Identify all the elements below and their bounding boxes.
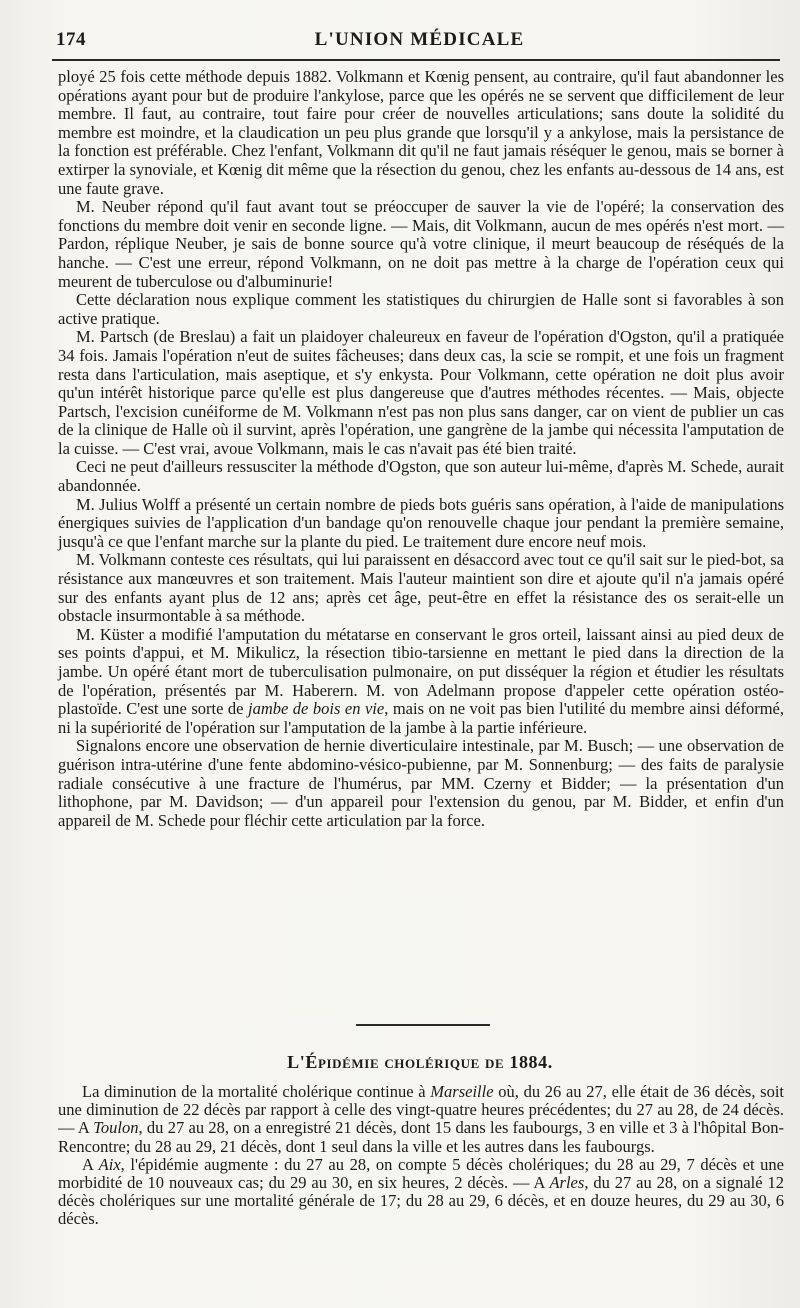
- section-title-main: Épidémie cholérique de: [305, 1052, 510, 1072]
- place-name: Marseille: [430, 1082, 494, 1101]
- paragraph: [58, 626, 784, 738]
- article-body: [58, 68, 784, 830]
- paragraph: M. Neuber répond qu'il faut avant tout se préoccuper de sauver la vie de l'opéré; la conservation des fonctions du membre doit venir en seconde ligne. — Mais, dit Volkmann, aucun de mes opérés n'est mort. — Pardon, réplique Neuber, je sais de bonne source qu'à votre clinique, il meurt beaucoup de réséqués de la hanche. — C'est une erreur, répond Volkmann, on ne doit pas mettre à la charge de l'opération ceux qui meurent de tuberculose ou d'albuminurie!: [58, 197, 784, 291]
- page-header: [52, 26, 787, 56]
- paragraph: M. Julius Wolff a présenté un certain nombre de pieds bots guéris sans opération, à l'aide de manipulations énergiques suivies de l'application d'un bandage qu'on renouvelle chaque jour pendant la première semaine, jusqu'à ce que l'enfant marche sur la plante du pied. Le traitement dure encore neuf mois.: [58, 494, 784, 551]
- paragraph-text: , du 27 au 28, on a signalé 12 décès cholériques sur une mortalité générale de 17; du 28 au 29, 6 décès, et en douze heures, du 29 au 30, 6 décès.: [58, 1173, 784, 1229]
- section-title: [0, 1052, 800, 1073]
- paragraph-text: La diminution de la mortalité cholérique continue à: [82, 1082, 431, 1101]
- paragraph: Cette déclaration nous explique comment les statistiques du chirurgien de Halle sont si favorables à son active pratique.: [58, 290, 784, 328]
- paragraph: Signalons encore une observation de hernie diverticulaire intestinale, par M. Busch; — une observation de guérison intra-utérine d'une fente abdomino-vésico-pubienne, par M. Sonnenburg; — des faits de paralysie radiale consécutive à une fracture de l'humérus, par MM. Czerny et Bidder; — la présentation d'un lithophone, par M. Davidson; — d'un appareil pour l'extension du genou, par M. Bidder, et enfin d'un appareil de M. Schede pour fléchir cette articulation par la force.: [58, 736, 784, 830]
- page-number: 174: [56, 29, 86, 50]
- section-body: [58, 1083, 784, 1229]
- section-title-year: 1884.: [509, 1052, 553, 1072]
- paragraph: Ceci ne peut d'ailleurs ressusciter la méthode d'Ogston, que son auteur lui-même, d'après M. Schede, aurait abandonnée.: [58, 457, 784, 496]
- paragraph-text: M. Küster a modifié l'amputation du métatarse en conservant le gros orteil, laissant ainsi au pied deux de ses points d'appui, et M. Mikulicz, la résection tibio-tarsienne en mettant le pied dans la direction de la jambe. Un opéré étant mort de tuberculisation pulmonaire, on put disséquer la région et étudier les résultats de l'opération, présentés par M. Haberern. M. von Adelmann propose d'appeler cette opération ostéo-plastoïde. C'est une sorte de: [58, 624, 784, 719]
- paragraph-text: , du 27 au 28, on a enregistré 21 décès, dont 15 dans les faubourgs, 3 en ville et 3 à l'hôpital Bon-Rencontre; du 28 au 29, 21 décès, dont 1 seul dans la ville et les autres dans les faubourgs.: [58, 1118, 784, 1156]
- running-title: L'UNION MÉDICALE: [314, 29, 525, 50]
- paragraph-text: où, du 26 au 27, elle était de 36 décès, soit une diminution de 22 décès par rapport à celle des vingt-quatre heures précédentes; du 27 au 28, de 24 décès. — A: [58, 1082, 785, 1138]
- paragraph-text: , l'épidémie augmente : du 27 au 28, on compte 5 décès cholériques; du 28 au 29, 7 décès et une morbidité de 10 nouveaux cas; du 29 au 30, en six heures, 2 décès. — A: [58, 1154, 784, 1193]
- paragraph: M. Partsch (de Breslau) a fait un plaidoyer chaleureux en faveur de l'opération d'Ogston, qu'il a pratiquée 34 fois. Jamais l'opération n'eut de suites fâcheuses; dans deux cas, la scie se rompit, et une fois un fragment resta dans l'articulation, mais aseptique, et s'y enkysta. Pour Volkmann, cette opération ne doit plus avoir qu'un intérêt historique parce qu'elle est plus dangereuse que d'autres méthodes récentes. — Mais, objecte Partsch, l'excision cunéiforme de M. Volkmann n'est pas non plus sans danger, car on vient de publier un cas de la clinique de Halle où il survint, après l'opération, une gangrène de la jambe qui nécessita l'amputation de la cuisse. — C'est vrai, avoue Volkmann, mais le cas n'avait pas été bien traité.: [58, 327, 784, 458]
- paragraph: M. Volkmann conteste ces résultats, qui lui paraissent en désaccord avec tout ce qu'il sait sur le pied-bot, sa résistance aux manœuvres et son traitement. Mais l'auteur maintient son dire et ajoute qu'il n'a jamais opéré sur des enfants ayant plus de 12 ans; après cet âge, peut-être en effet la résistance des os serait-elle un obstacle insurmontable à sa méthode.: [58, 550, 784, 626]
- italic-phrase: jambe de bois en vie: [247, 699, 385, 719]
- paragraph: ployé 25 fois cette méthode depuis 1882. Volkmann et Kœnig pensent, au contraire, qu'il faut abandonner les opérations ayant pour but de produire l'ankylose, parce que les opérés ne se servent que difficilement de leur membre. Il faut, au contraire, tout faire pour créer de nouvelles articulations; sans doute la solidité du membre est moindre, et la claudication un peu plus grande que lorsqu'il y a ankylose, mais la persistance de la fonction est préférable. Chez l'enfant, Volkmann dit qu'il ne faut jamais réséquer le genou, mais se borner à extirper la synoviale, et Kœnig dit même que la résection du genou, chez les enfants au-dessous de 14 ans, est une faute grave.: [58, 67, 784, 198]
- section-separator: [356, 1024, 490, 1026]
- section-paragraph: [58, 1083, 784, 1156]
- place-name: Toulon: [93, 1118, 139, 1138]
- place-name: Arles: [549, 1173, 585, 1193]
- paragraph-text: , mais on ne voit pas bien l'utilité du membre ainsi déformé, ni la supériorité de l'opération sur l'amputation de la jambe à la partie inférieure.: [58, 699, 784, 737]
- place-name: Aix: [98, 1154, 121, 1174]
- paragraph-text: A: [82, 1154, 99, 1174]
- section-paragraph: [58, 1156, 784, 1229]
- section-title-prefix: L': [287, 1052, 306, 1072]
- header-rule: [52, 59, 780, 61]
